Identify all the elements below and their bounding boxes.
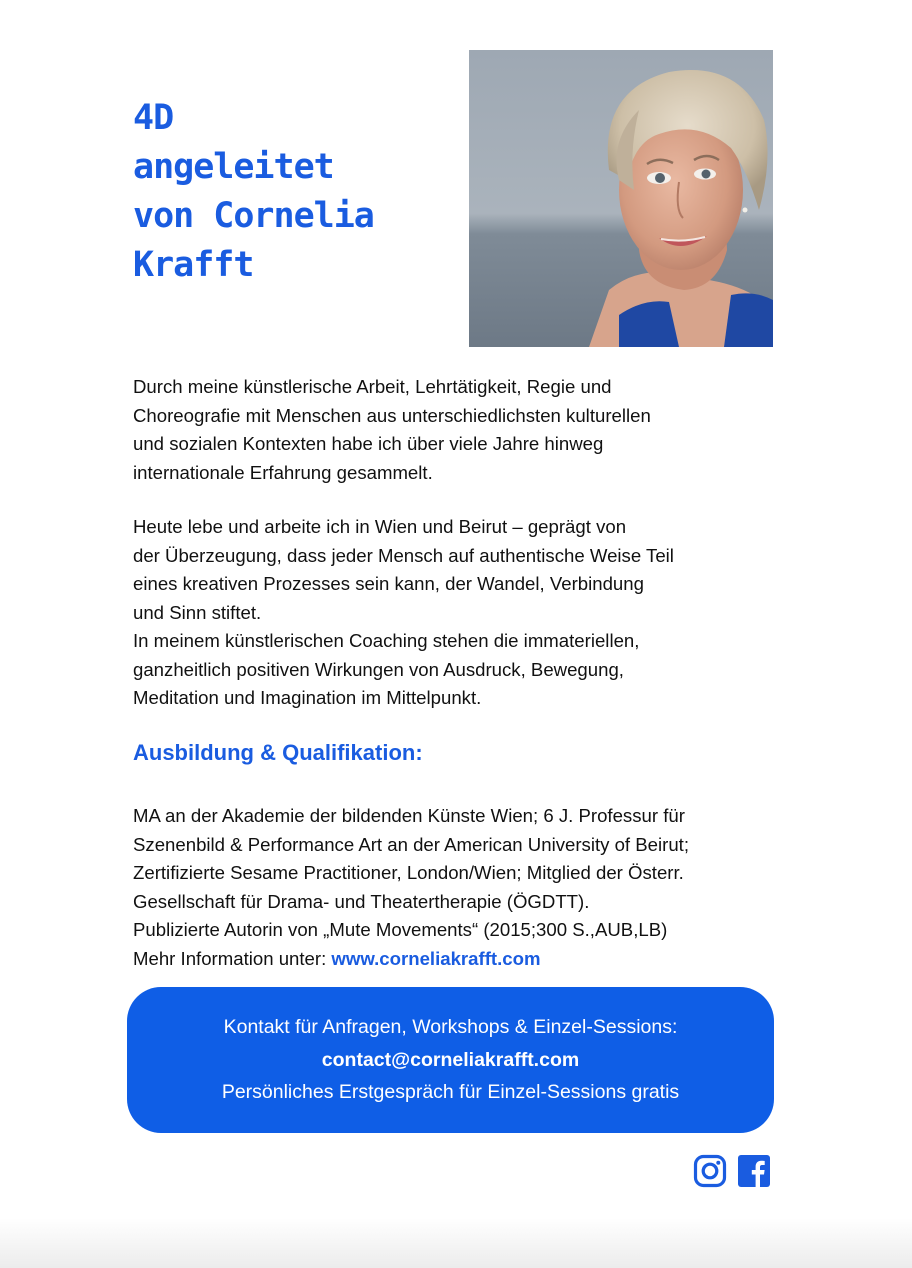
qualification-line: Zertifizierte Sesame Practitioner, London/Wien; Mitglied der Österr. [133, 862, 684, 883]
facebook-icon[interactable] [737, 1154, 771, 1188]
intro-line: internationale Erfahrung gesammelt. [133, 461, 433, 483]
qualification-line: Gesellschaft für Drama- und Theatertherapie (ÖGDTT). [133, 890, 590, 912]
more-info-line [133, 945, 793, 974]
more-info-label: Mehr Information unter: [133, 947, 332, 969]
intro-line: Durch meine künstlerische Arbeit, Lehrtätigkeit, Regie und [133, 376, 612, 397]
title-line-1: 4D [133, 98, 174, 138]
vision-line: und Sinn stiftet. [133, 601, 262, 623]
qualification-heading: Ausbildung & Qualifikation: [133, 740, 423, 765]
title-line-2: angeleitet [133, 147, 334, 187]
social-links [693, 1154, 771, 1188]
title-line-3: von Cornelia [133, 196, 374, 236]
contact-intro: Kontakt für Anfragen, Workshops & Einzel-Sessions: [223, 1016, 678, 1038]
vision-line: ganzheitlich positiven Wirkungen von Ausdruck, Bewegung, [133, 658, 624, 680]
qualification-line: Szenenbild & Performance Art an der American University of Beirut; [133, 833, 690, 855]
instagram-icon[interactable] [693, 1154, 727, 1188]
vision-line: eines kreativen Prozesses sein kann, der Wandel, Verbindung [133, 573, 644, 594]
intro-line: Choreografie mit Menschen aus unterschiedlichsten kulturellen [133, 404, 651, 426]
portrait-photo [469, 50, 773, 347]
contact-box [127, 987, 774, 1133]
vision-line: Meditation und Imagination im Mittelpunkt. [133, 687, 482, 708]
intro-line: und sozialen Kontexten habe ich über viele Jahre hinweg [133, 433, 604, 454]
qualification-paragraph [133, 802, 793, 973]
intro-paragraph [133, 373, 793, 487]
website-link[interactable]: www.corneliakrafft.com [331, 947, 541, 969]
vision-line: der Überzeugung, dass jeder Mensch auf authentische Weise Teil [133, 544, 674, 566]
page-title [133, 94, 453, 290]
qualification-line: Publizierte Autorin von „Mute Movements“ (2015;300 S.,AUB,LB) [133, 919, 668, 940]
page-bottom-shadow [0, 1218, 912, 1268]
contact-note: Persönliches Erstgespräch für Einzel-Sessions gratis [221, 1081, 680, 1103]
qualification-line: MA an der Akademie der bildenden Künste Wien; 6 J. Professur für [133, 805, 685, 826]
contact-email-link[interactable]: contact@corneliakrafft.com [321, 1048, 580, 1071]
vision-paragraph [133, 513, 793, 713]
vision-line: Heute lebe und arbeite ich in Wien und Beirut – geprägt von [133, 516, 627, 537]
title-line-4: Krafft [133, 245, 254, 285]
vision-line: In meinem künstlerischen Coaching stehen die immateriellen, [133, 630, 640, 651]
